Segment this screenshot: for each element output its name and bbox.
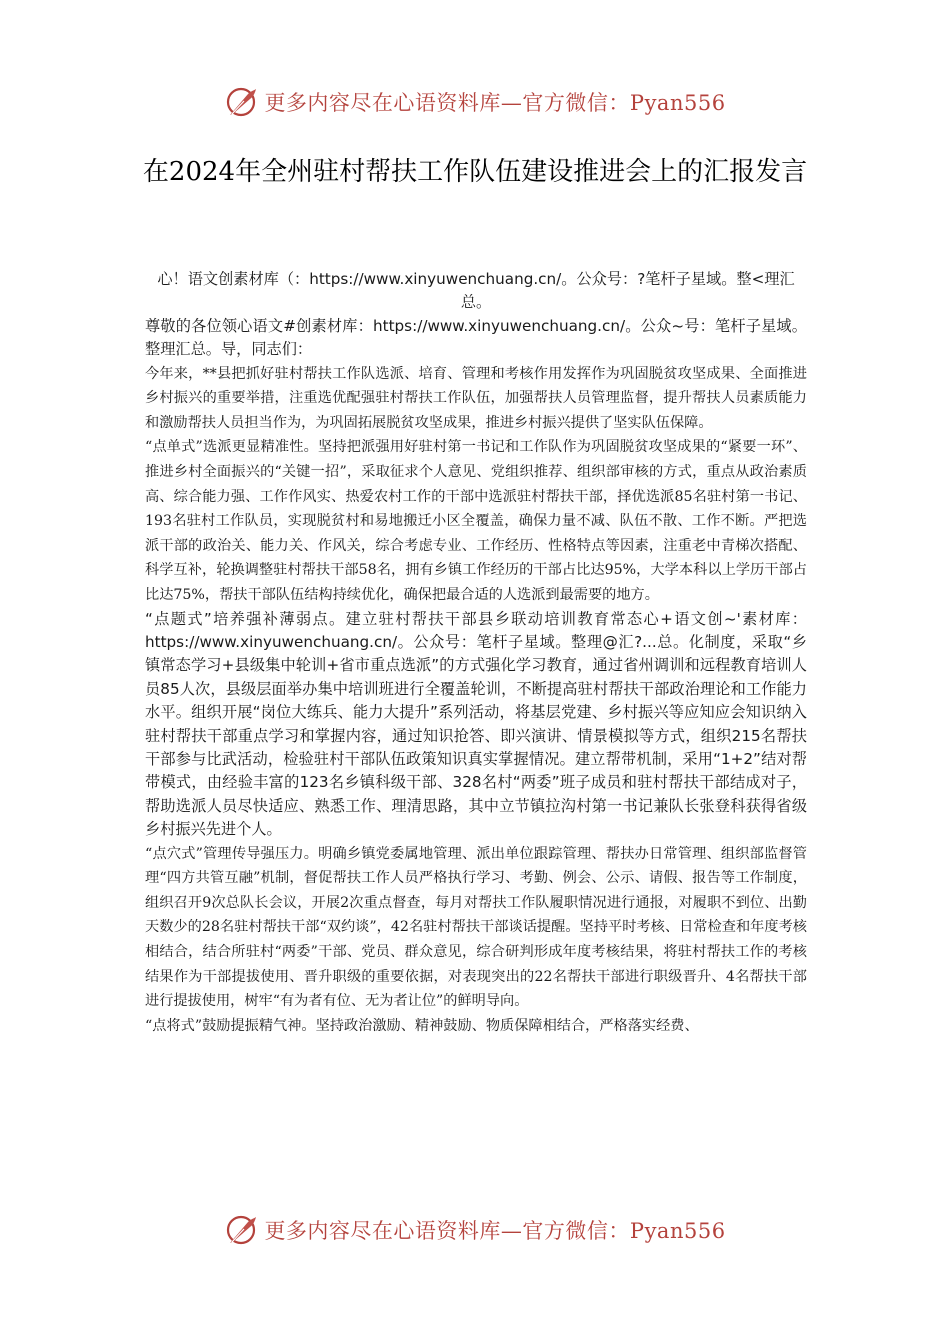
intro-paragraph: 今年来，**县把抓好驻村帮扶工作队选派、培育、管理和考核作用发挥作为巩固脱贫攻坚成果、全面推进乡村振兴的重要举措，注重选优配强驻村帮扶工作队伍，加强帮扶人员管理监督，提升帮扶人员素质能力和激励帮扶人员担当作为，为巩固拓展脱贫攻坚成果，推进乡村振兴提供了坚实队伍保障。 <box>145 365 807 431</box>
header-banner <box>0 84 950 120</box>
management-paragraph: “点穴式”管理传导强压力。明确乡镇党委属地管理、派出单位跟踪管理、帮扶办日常管理、组织部监督管理“四方共管互融”机制，督促帮扶工作人员严格执行学习、考勤、例会、公示、请假、报告等工作制度，组织召开9次总队长会议，开展2次重点督查，每月对帮扶工作队履职情况进行通报，对履职不到位、出勤天数少的28名驻村帮扶干部“双约谈”，42名驻村帮扶干部谈话提醒。坚持平时考核、日常检查和年度考核相结合，结合所驻村“两委”干部、党员、群众意见，综合研判形成年度考核结果，将驻村帮扶工作的考核结果作为干部提拔使用、晋升职级的重要依据，对表现突出的22名帮扶干部进行职级晋升、4名帮扶干部进行提拔使用，树牢“有为者有位、无为者让位”的鲜明导向。 <box>145 845 807 1010</box>
incentive-paragraph: “点将式”鼓励提振精气神。坚持政治激励、精神鼓励、物质保障相结合，严格落实经费、 <box>145 1017 699 1034</box>
salutation-paragraph: 尊敬的各位领心语文#创素材库：https://www.xinyuwenchuang.cn/。公众~号：笔杆子星域。整理汇总。导，同志们： <box>145 316 807 359</box>
banner-text: 更多内容尽在心语资料库—官方微信：Pyan556 <box>264 91 726 115</box>
training-paragraph: “点题式”培养强补薄弱点。建立驻村帮扶干部县乡联动培训教育常态心+语文创~'素材库：https://www.xinyuwenchuang.cn/。公众号：笔杆子星域。整理@汇?...总。化制度，采取“乡镇常态学习+县级集中轮训+省市重点选派”的方式强化学习教育，通过省州调训和远程教育培训人员85人次，县级层面举办集中培训班进行全覆盖轮训，不断提高驻村帮扶干部政治理论和工作能力水平。组织开展“岗位大练兵、能力大提升”系列活动，将基层党建、乡村振兴等应知应会知识纳入驻村帮扶干部重点学习和掌握内容，通过知识抢答、即兴演讲、情景模拟等方式，组织215名帮扶干部参与比武活动，检验驻村干部队伍政策知识真实掌握情况。建立帮带机制，采用“1+2”结对帮带模式，由经验丰富的123名乡镇科级干部、328名村“两委”班子成员和驻村帮扶干部结成对子，帮助选派人员尽快适应、熟悉工作、理清思路，其中立节镇拉沟村第一书记兼队长张登科获得省级乡村振兴先进个人。 <box>145 609 807 839</box>
document-body <box>145 268 807 1038</box>
quill-logo-icon <box>224 1213 258 1247</box>
banner-text: 更多内容尽在心语资料库—官方微信：Pyan556 <box>264 1219 726 1243</box>
page-title: 在2024年全州驻村帮扶工作队伍建设推进会上的汇报发言 <box>142 157 808 187</box>
source-notice-paragraph: 心！语文创素材库（：https://www.xinyuwenchuang.cn/。公众号：?笔杆子星域。整<理汇总。 <box>157 270 795 312</box>
quill-logo-icon <box>224 85 258 119</box>
footer-banner <box>0 1212 950 1248</box>
selection-paragraph: “点单式”选派更显精准性。坚持把派强用好驻村第一书记和工作队作为巩固脱贫攻坚成果的“紧要一环”、推进乡村全面振兴的“关键一招”，采取征求个人意见、党组织推荐、组织部审核的方式，重点从政治素质高、综合能力强、工作作风实、热爱农村工作的干部中选派驻村帮扶干部，择优选派85名驻村第一书记、193名驻村工作队员，实现脱贫村和易地搬迁小区全覆盖，确保力量不减、队伍不散、工作不断。严把选派干部的政治关、能力关、作风关，综合考虑专业、工作经历、性格特点等因素，注重老中青梯次搭配、科学互补，轮换调整驻村帮扶干部58名，拥有乡镇工作经历的干部占比达95%，大学本科以上学历干部占比达75%，帮扶干部队伍结构持续优化，确保把最合适的人选派到最需要的地方。 <box>145 439 807 603</box>
